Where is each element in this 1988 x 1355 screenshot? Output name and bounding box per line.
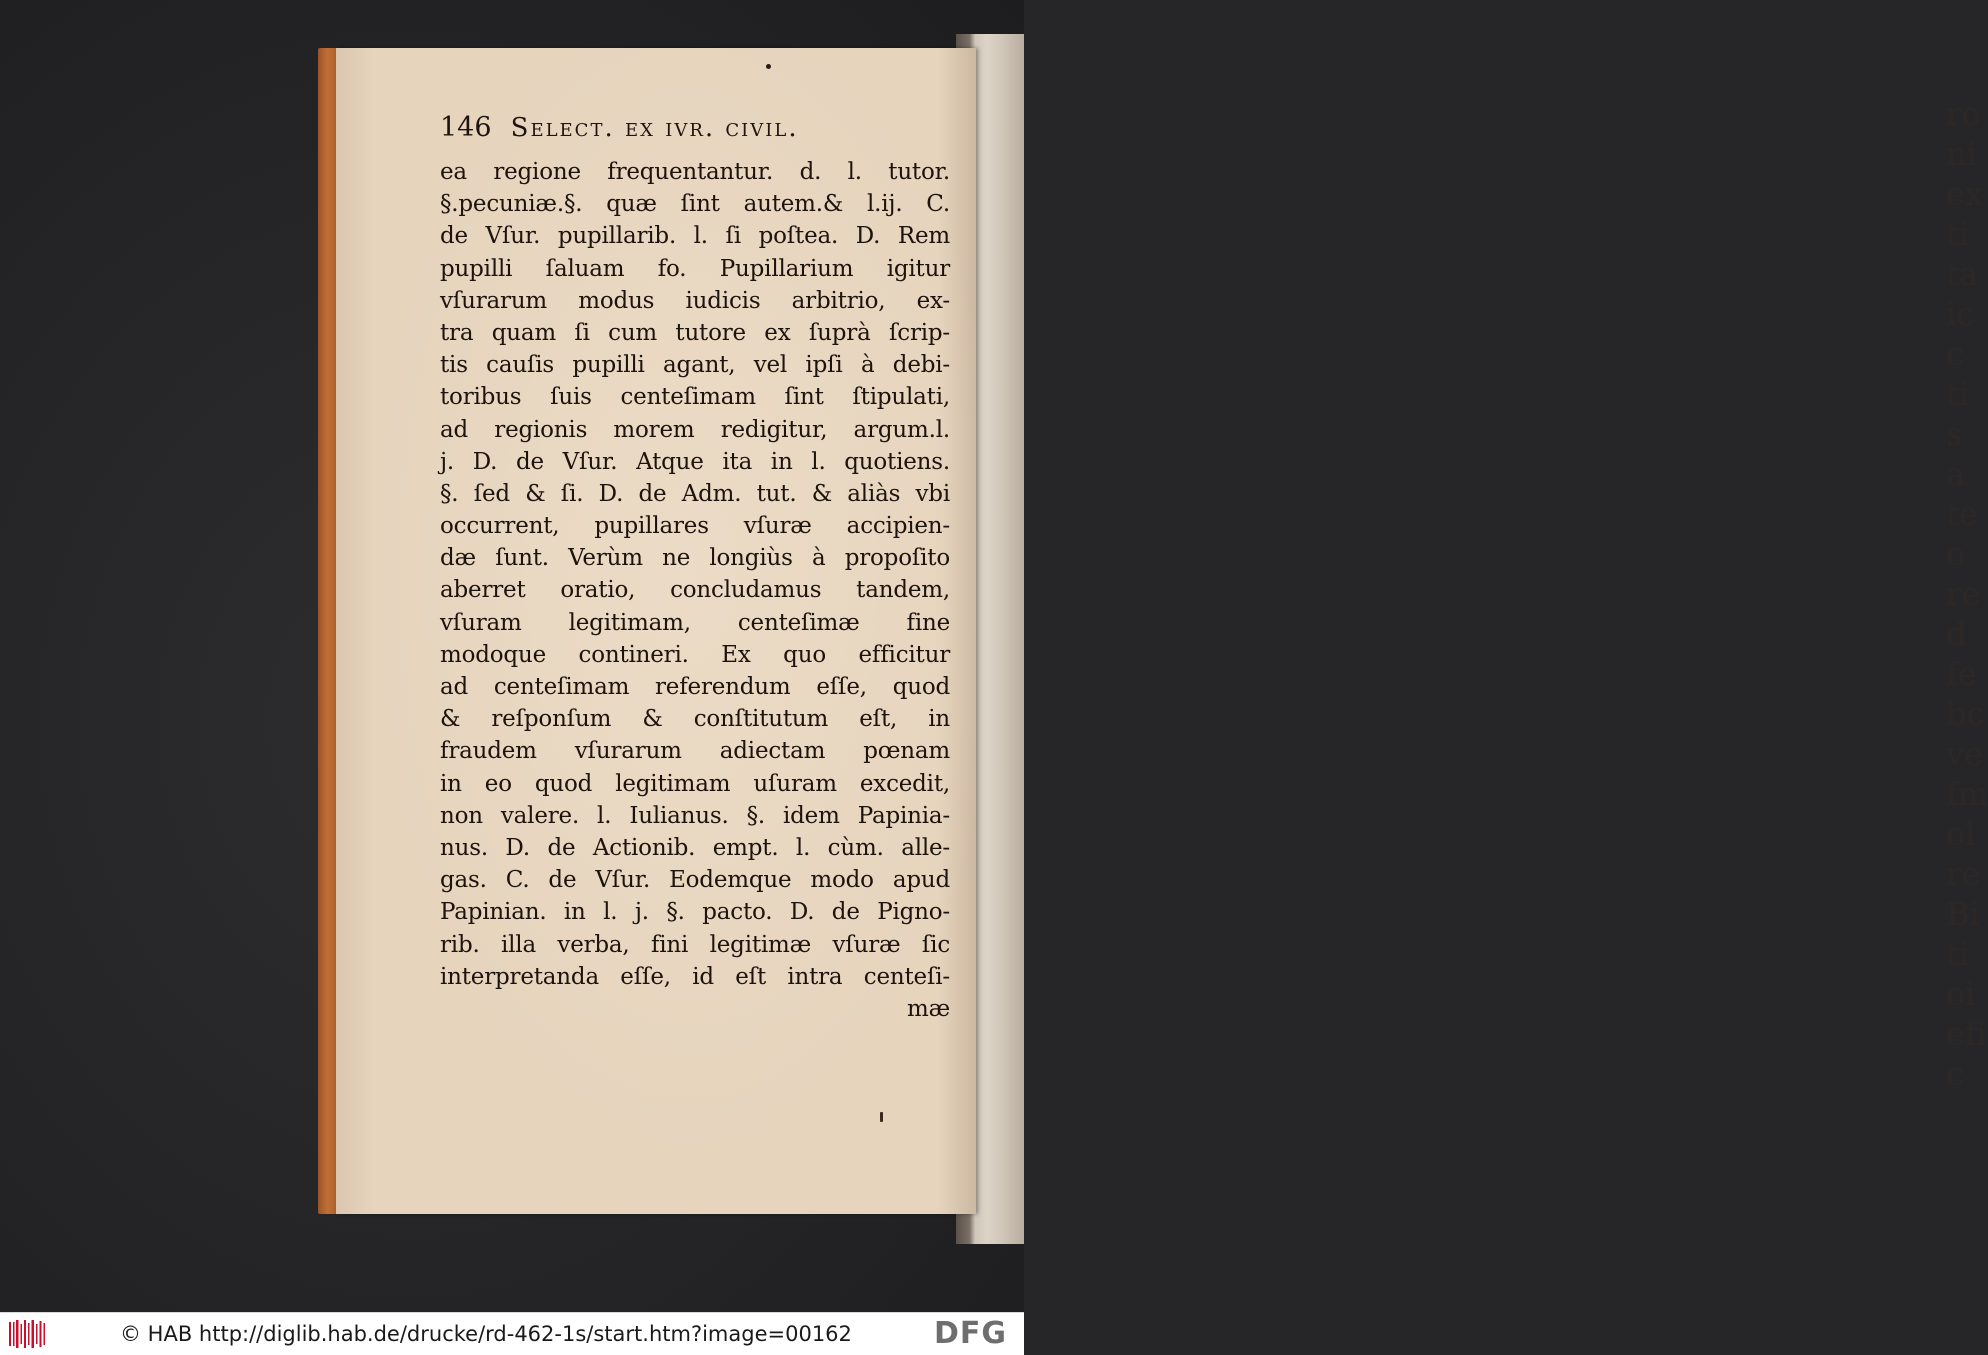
next-page-fragment: ta [1946, 255, 1978, 293]
next-page-fragment: bc [1946, 695, 1985, 733]
text-line: ad centeſimam referendum eſſe, quod [440, 674, 950, 700]
text-line: nus. D. de Actionib. empt. l. cùm. alle- [440, 834, 950, 861]
footer-bar [0, 1312, 1024, 1355]
text-line: occurrent, pupillares vſuræ accipien- [440, 513, 950, 540]
text-line: ea regione frequentantur. d. l. tutor. [440, 159, 950, 185]
hab-barcode-logo-icon[interactable] [8, 1320, 48, 1348]
next-page-fragment: oi [1946, 975, 1976, 1013]
next-page-fragment: ti [1946, 375, 1970, 413]
next-page-fragment: te [1946, 495, 1978, 533]
text-line: aberret oratio, concludamus tandem, [440, 577, 950, 604]
next-page-fragment: d [1946, 615, 1967, 653]
next-page-fragment: Bi [1946, 895, 1980, 933]
text-line: interpretanda eſſe, id eſt intra centeſi- [440, 963, 950, 990]
text-line: rib. illa verba, fini legitimæ vſuræ ſic [440, 931, 950, 958]
text-line: dæ ſunt. Verùm ne longiùs à propoſito [440, 545, 950, 572]
next-page-fragment: efi [1946, 1015, 1987, 1053]
text-line: j. D. de Vſur. Atque ita in l. quotiens. [440, 448, 950, 475]
next-page-fragment: a [1946, 455, 1966, 493]
text-line: pupilli ſaluam fo. Pupillarium igitur [440, 255, 950, 282]
next-page-fragment: s [1946, 415, 1963, 453]
next-page-fragment: ve [1946, 735, 1984, 773]
text-line: Papinian. in l. j. §. pacto. D. de Pigno- [440, 899, 950, 926]
text-line: tis cauſis pupilli agant, vel ipſi à debi- [440, 352, 950, 379]
text-line: non valere. l. Iulianus. §. idem Papinia- [440, 802, 950, 829]
page-mark [880, 1112, 883, 1122]
next-page-fragment: ro [1946, 95, 1981, 133]
text-line: gas. C. de Vſur. Eodemque modo apud [440, 867, 950, 894]
text-line: in eo quod legitimam uſuram excedit, [440, 770, 950, 797]
text-block [440, 156, 950, 1025]
next-page-fragment: ic [1946, 295, 1975, 333]
ink-spot [766, 64, 771, 69]
next-page-glimpse [1946, 94, 1988, 1274]
copyright-link[interactable]: © HAB http://diglib.hab.de/drucke/rd-462-1s/start.htm?image=00162 [120, 1322, 852, 1346]
dfg-logo[interactable]: DFG [934, 1316, 1008, 1351]
text-line: & reſponſum & conſtitutum eſt, in [440, 706, 950, 733]
next-page-fragment: o [1946, 535, 1966, 573]
next-page-fragment: ex [1946, 175, 1983, 213]
running-head [440, 112, 960, 152]
next-page-fragment: c [1946, 1055, 1964, 1093]
text-line: toribus ſuis centeſimam ſint ſtipulati, [440, 384, 950, 411]
next-page-fragment: ti [1946, 935, 1970, 973]
next-page-fragment: c [1946, 335, 1964, 373]
text-line: modoque contineri. Ex quo efficitur [440, 641, 950, 668]
next-page-fragment: re [1946, 855, 1981, 893]
next-page-fragment: ol [1946, 815, 1976, 853]
text-line: fraudem vſurarum adiectam pœnam [440, 738, 950, 765]
next-page-fragment: re [1946, 575, 1981, 613]
next-page-fragment: fe [1946, 655, 1977, 693]
next-page-fragment: ti [1946, 215, 1970, 253]
text-line: §. ſed & ſi. D. de Adm. tut. & aliàs vbi [440, 480, 950, 507]
next-page-fragment: fm [1946, 775, 1988, 813]
catchword: mæ [906, 995, 950, 1022]
text-line: vſuram legitimam, centeſimæ fine [440, 609, 950, 636]
running-title: Select. ex ivr. civil. [510, 113, 799, 143]
next-page-fragment: ni [1946, 135, 1977, 173]
text-line: vſurarum modus iudicis arbitrio, ex- [440, 287, 950, 314]
text-line: tra quam ſi cum tutore ex ſuprà ſcrip- [440, 319, 950, 346]
book-page [336, 48, 976, 1214]
text-line: de Vſur. pupillarib. l. ſi poſtea. D. Rem [440, 223, 950, 250]
text-line: ad regionis morem redigitur, argum.l. [440, 416, 950, 443]
page-number: 146 [440, 112, 492, 143]
text-line: §.pecuniæ.§. quæ ſint autem.& l.ij. C. [440, 191, 950, 218]
